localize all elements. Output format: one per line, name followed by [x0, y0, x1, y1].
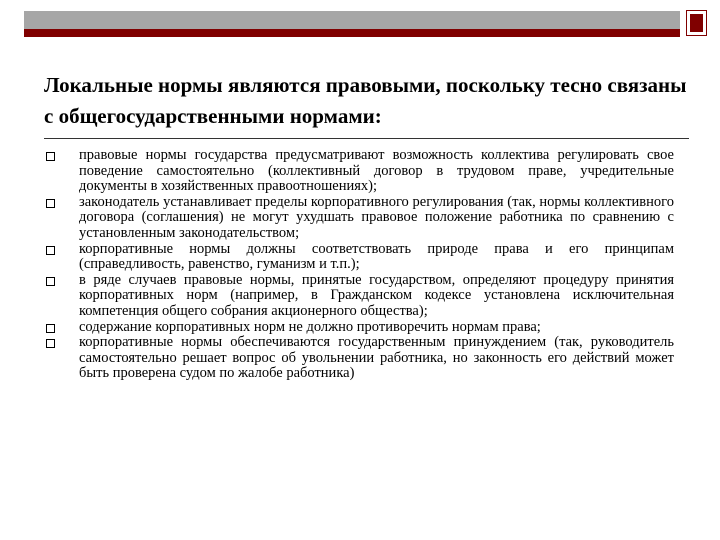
list-item [44, 242, 674, 273]
square-bullet-icon [46, 277, 55, 286]
list-item-text: законодатель устанавливает пределы корпоративного регулирования (так, нормы коллективного договора (соглашения) не могут ухудшать правовое положение работника по сравнению с установленным законодательством; [79, 193, 674, 241]
list-item-text: правовые нормы государства предусматривают возможность коллектива регулировать свое поведение самостоятельно (коллективный договор в трудовом праве, учредительные документы в хозяйственных правоотношениях); [79, 147, 674, 195]
header-red-bar [24, 29, 680, 37]
list-item-text: содержание корпоративных норм не должно противоречить нормам права; [79, 318, 541, 335]
header-corner-square [687, 11, 706, 35]
square-bullet-icon [46, 339, 55, 348]
list-item-text: корпоративные нормы обеспечиваются государственным принуждением (так, руководитель самостоятельно решает вопрос об увольнении работника, но законность его действий может быть проверена судом по жалобе работника) [79, 334, 674, 382]
list-item [44, 273, 674, 320]
list-item-text: в ряде случаев правовые нормы, принятые государством, определяют процедуру принятия корпоративных норм (например, в Гражданском кодексе установлена исключительная компетенция общего собрания акционерного общества); [79, 271, 674, 319]
square-bullet-icon [46, 152, 55, 161]
header-gray-bar [24, 11, 680, 29]
bullet-list [44, 148, 674, 382]
square-bullet-icon [46, 324, 55, 333]
slide-title-rest: являются правовыми, поскольку тесно связаны с общегосударственными нормами: [44, 73, 687, 128]
list-item [44, 195, 674, 242]
list-item-text: корпоративные нормы должны соответствовать природе права и его принципам (справедливость, равенство, гуманизм и т.п.); [79, 240, 674, 273]
list-item [44, 148, 674, 195]
square-bullet-icon [46, 246, 55, 255]
list-item [44, 335, 674, 382]
list-item [44, 320, 674, 336]
title-divider [44, 138, 689, 139]
square-bullet-icon [46, 199, 55, 208]
slide-title-bold: Локальные нормы [44, 73, 223, 97]
slide-title [44, 70, 694, 132]
